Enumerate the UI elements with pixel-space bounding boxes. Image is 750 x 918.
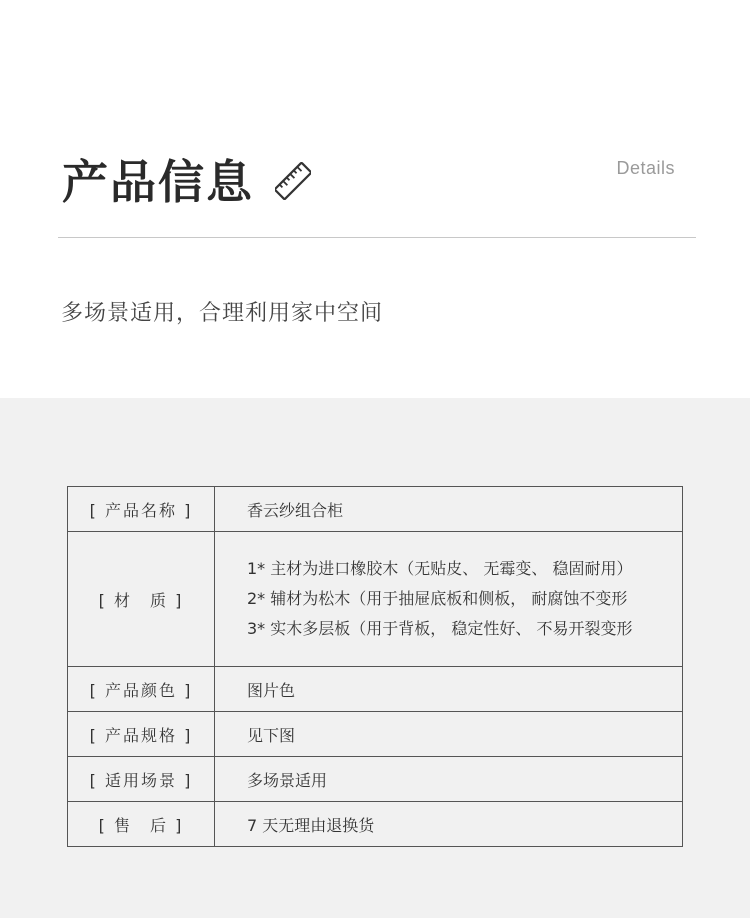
product-info-table [67, 486, 683, 847]
ruler-icon [275, 162, 311, 200]
header-section [0, 0, 750, 398]
page-title: 产品信息 [62, 155, 254, 209]
row-label-color: [ 产品颜色 ] [68, 667, 215, 712]
table-row [68, 712, 683, 757]
material-line: 1* 主材为进口橡胶木（无贴皮、 无霉变、 稳固耐用） [247, 559, 633, 578]
row-label-aftersale: [ 售 后 ] [68, 802, 215, 847]
subtitle: 多场景适用，合理利用家中空间 [61, 301, 384, 326]
table-row [68, 757, 683, 802]
row-value-color: 图片色 [215, 667, 683, 712]
table-row [68, 802, 683, 847]
row-label-spec: [ 产品规格 ] [68, 712, 215, 757]
details-label: Details [616, 158, 675, 178]
row-value-name: 香云纱组合柜 [215, 487, 683, 532]
row-label-material: [ 材 质 ] [68, 532, 215, 667]
table-row [68, 532, 683, 667]
row-value-spec: 见下图 [215, 712, 683, 757]
table-row [68, 487, 683, 532]
row-label-scene: [ 适用场景 ] [68, 757, 215, 802]
row-value-material [215, 532, 683, 667]
table-row [68, 667, 683, 712]
header-divider [58, 237, 696, 238]
material-line: 2* 辅材为松木（用于抽屉底板和侧板， 耐腐蚀不变形 [247, 589, 628, 608]
material-line: 3* 实木多层板（用于背板， 稳定性好、 不易开裂变形 [247, 619, 633, 638]
row-value-scene: 多场景适用 [215, 757, 683, 802]
row-label-name: [ 产品名称 ] [68, 487, 215, 532]
row-value-aftersale: 7 天无理由退换货 [215, 802, 683, 847]
